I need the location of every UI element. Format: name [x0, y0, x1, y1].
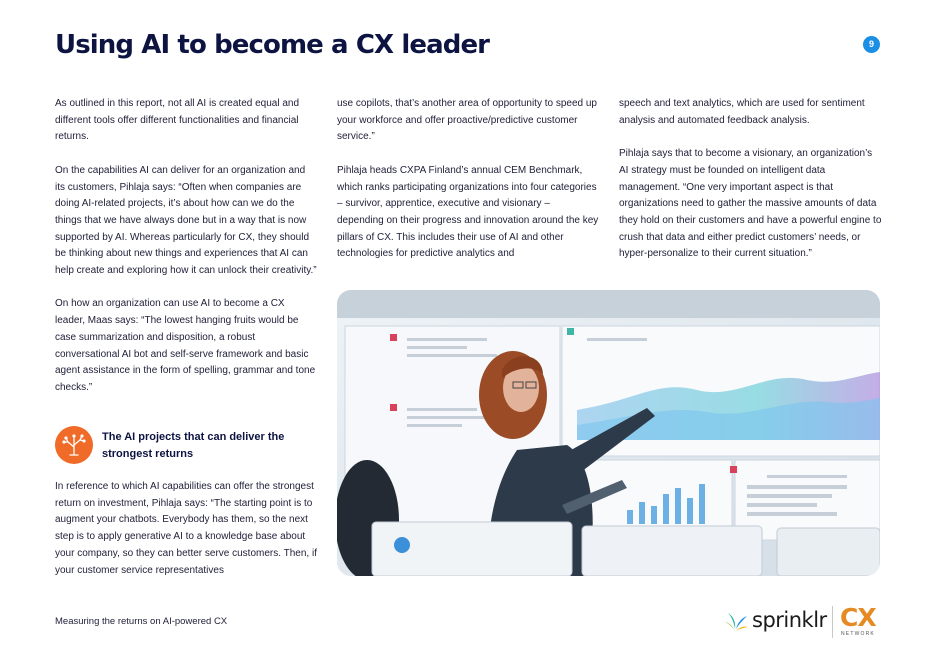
callout-heading: The AI projects that can deliver the strongest returns: [102, 431, 285, 460]
callout: [55, 426, 317, 466]
page-number-badge: 9: [863, 36, 880, 53]
paragraph: As outlined in this report, not all AI is created equal and different tools offer different functionalities and financial returns.: [55, 98, 300, 143]
logo-divider: [832, 606, 833, 638]
column-2: [337, 96, 599, 280]
tree-icon: [55, 426, 93, 464]
paragraph: On how an organization can use AI to become a CX leader, Maas says: “The lowest hanging fruits would be case summarization and disposition, a robust conversational AI bot and self-serve framework and basic agent assistance in the form of spelling, grammar and tone checks.”: [55, 298, 316, 393]
brand-logos: [722, 604, 882, 640]
column-1: [55, 96, 317, 413]
paragraph: speech and text analytics, which are used for sentiment analysis and automated feedback analysis.: [619, 98, 865, 126]
paragraph: In reference to which AI capabilities can offer the strongest return on investment, Pihlaja says: “The starting point is to augment your chatbots. Everybody has them, so the next step is to apply generative AI to a knowledge base about your company, so they can better serve customers. Then, if your customer service representatives: [55, 481, 317, 576]
footer-title: Measuring the returns on AI-powered CX: [55, 616, 228, 627]
cx-network-logo: CX: [840, 603, 876, 632]
sprinklr-wordmark: sprinklr: [752, 608, 827, 632]
paragraph: Pihlaja says that to become a visionary, an organization’s AI strategy must be founded on intelligent data management. “One very important aspect is that organizations need to gather the massive amounts of data they hold on their customers and have a powerful engine to crush that data and either predict customers’ needs, or hyper-personalize to their current situation.”: [619, 148, 882, 260]
paragraph: Pihlaja heads CXPA Finland’s annual CEM Benchmark, which ranks participating organizations into four categories – survivor, apprentice, executive and visionary – depending on their progress and innovation around the key pillars of CX. This includes their use of AI and other technologies for predictive analytics and: [337, 164, 599, 260]
sprinklr-logo-icon: [722, 610, 750, 638]
page-title: Using AI to become a CX leader: [55, 30, 490, 60]
paragraph: use copilots, that’s another area of opportunity to speed up your workforce and offer proactive/predictive customer service.”: [337, 98, 597, 143]
column-3: [619, 96, 883, 280]
column-1-continued: [55, 479, 317, 596]
cx-network-subtitle: NETWORK: [841, 631, 875, 637]
paragraph: On the capabilities AI can deliver for an organization and its customers, Pihlaja says: “Often when companies are doing AI-related projects, it’s about how can we do the things that we have always done but in a way that is now supported by AI. Whereas particularly for CX, they should be thinking about new things and experiences that AI can help create and exploring how it can unlock their creativity.”: [55, 164, 317, 277]
presenter-photo: [337, 290, 880, 576]
